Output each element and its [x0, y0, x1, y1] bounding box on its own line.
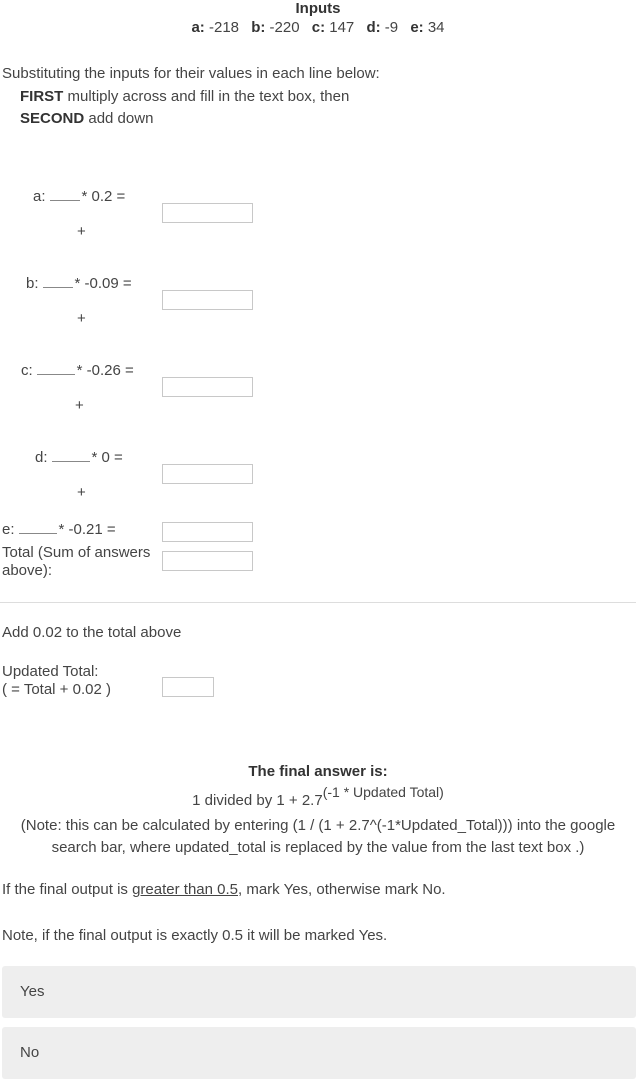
row-a-blank [50, 190, 80, 201]
total-label-line1: Total (Sum of answers [2, 544, 151, 561]
formula-exponent: (-1 * Updated Total) [322, 784, 444, 800]
first-text: multiply across and fill in the text box, then [63, 88, 350, 105]
row-c-expression [21, 362, 134, 379]
updated-total-label-line2: ( = Total + 0.02 ) [2, 681, 111, 698]
row-d-expression [35, 449, 123, 466]
inputs-values [0, 19, 636, 36]
row-e-answer-input[interactable] [162, 522, 253, 542]
first-keyword: FIRST [20, 88, 64, 105]
row-a-expression [33, 188, 125, 205]
row-a-plus: + [77, 223, 86, 240]
input-name-e: e: [410, 19, 424, 36]
input-value-b: -220 [269, 19, 300, 36]
final-note: (Note: this can be calculated by entering (1 / (1 + 2.7^(-1*Updated_Total))) into the google search bar, where updated_total is replaced by the value from the last text box .) [20, 817, 616, 856]
row-b-blank [43, 277, 73, 288]
row-b-plus: + [77, 310, 86, 327]
second-text: add down [84, 110, 154, 127]
row-d-blank [52, 451, 90, 462]
add-instruction: Add 0.02 to the total above [2, 624, 182, 641]
final-formula [0, 786, 636, 809]
instructions-second [20, 110, 153, 127]
formula-base: 1 divided by 1 + 2.7 [192, 792, 323, 809]
row-d-answer-input[interactable] [162, 464, 253, 484]
input-value-a: -218 [208, 19, 240, 36]
row-a-answer-input[interactable] [162, 203, 253, 223]
row-d-plus: + [77, 484, 86, 501]
rule-post: , mark Yes, otherwise mark No. [238, 881, 446, 898]
updated-total-label-line1: Updated Total: [2, 663, 99, 680]
row-b-label: b: [26, 275, 39, 292]
no-option[interactable]: No [2, 1027, 636, 1079]
row-c-blank [37, 364, 75, 375]
rule-threshold: greater than 0.5 [132, 881, 238, 898]
input-name-b: b: [251, 19, 266, 36]
rule-pre: If the final output is [2, 881, 133, 898]
row-c-plus: + [75, 397, 84, 414]
equal-note: Note, if the final output is exactly 0.5 it will be marked Yes. [2, 927, 388, 944]
row-e-multiplier: * -0.21 = [58, 521, 116, 538]
instructions-intro: Substituting the inputs for their values in each line below: [2, 65, 380, 82]
row-a-multiplier: * 0.2 = [81, 188, 126, 205]
input-value-d: -9 [384, 19, 399, 36]
yes-option[interactable]: Yes [2, 966, 636, 1018]
input-name-a: a: [191, 19, 205, 36]
input-value-c: 147 [329, 19, 355, 36]
input-name-c: c: [311, 19, 326, 36]
final-title: The final answer is: [248, 763, 388, 780]
inputs-title: Inputs [295, 0, 341, 17]
row-e-expression [2, 521, 116, 538]
row-c-answer-input[interactable] [162, 377, 253, 397]
row-d-multiplier: * 0 = [91, 449, 123, 466]
input-name-d: d: [366, 19, 381, 36]
row-b-multiplier: * -0.09 = [74, 275, 132, 292]
input-value-e: 34 [427, 19, 445, 36]
updated-total-input[interactable] [162, 677, 214, 697]
row-c-label: c: [21, 362, 33, 379]
total-label-line2: above): [2, 562, 53, 579]
row-c-multiplier: * -0.26 = [76, 362, 134, 379]
row-d-label: d: [35, 449, 48, 466]
row-e-blank [19, 523, 57, 534]
row-a-label: a: [33, 188, 46, 205]
instructions-first [20, 88, 349, 105]
row-b-answer-input[interactable] [162, 290, 253, 310]
decision-rule [2, 881, 446, 898]
row-b-expression [26, 275, 132, 292]
row-e-label: e: [2, 521, 15, 538]
section-divider [0, 602, 636, 603]
second-keyword: SECOND [20, 110, 85, 127]
total-input[interactable] [162, 551, 253, 571]
